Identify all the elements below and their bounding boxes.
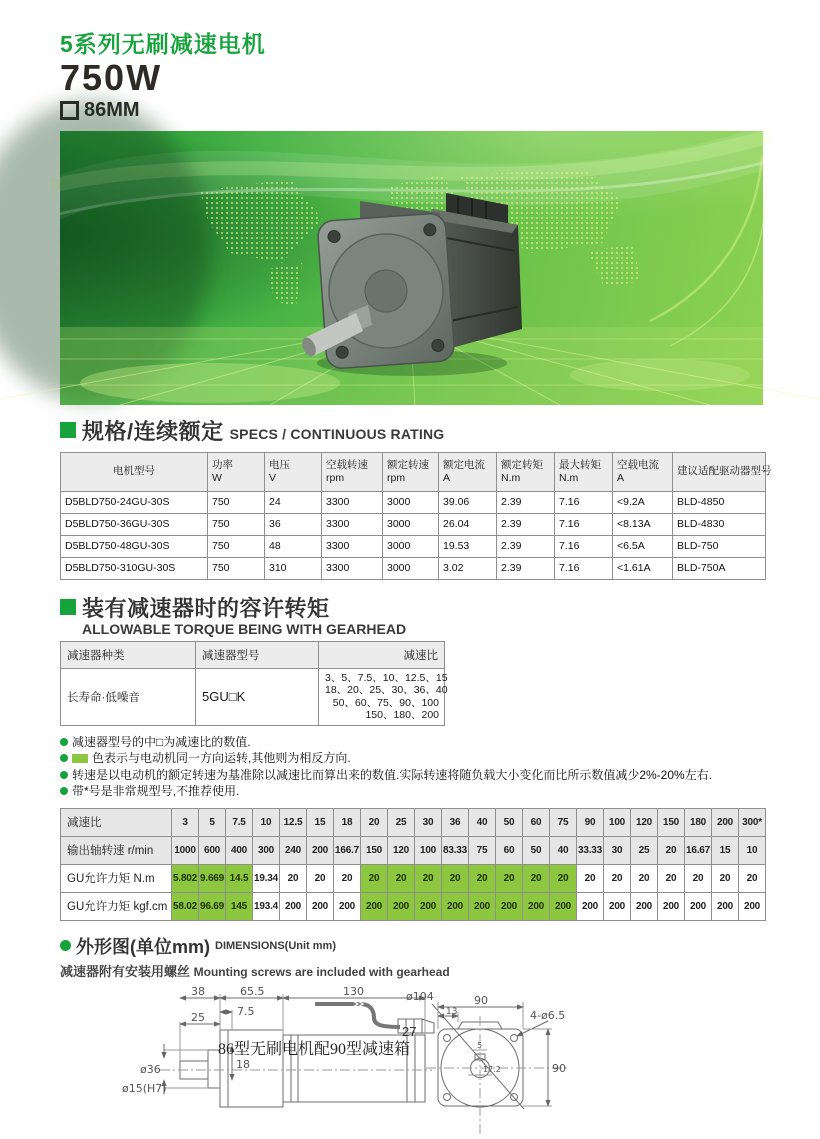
ratio-cell: 200 — [631, 892, 658, 920]
specs-col-header: 电机型号 — [61, 452, 208, 491]
specs-cell: 24 — [265, 491, 322, 513]
ratio-cell: 200 — [685, 892, 712, 920]
specs-cell: 3300 — [322, 535, 383, 557]
ratio-cell: 20 — [307, 864, 334, 892]
page-header — [60, 0, 765, 122]
ratio-cell: 25 — [388, 808, 415, 836]
ratio-cell: 58.02 — [172, 892, 199, 920]
specs-title-en: SPECS / CONTINUOUS RATING — [229, 425, 445, 442]
ratio-table — [60, 808, 766, 921]
dim-25: 25 — [191, 1010, 205, 1024]
ratio-cell: 120 — [631, 808, 658, 836]
specs-row — [61, 491, 766, 513]
specs-cell: 750 — [208, 557, 265, 579]
specs-cell: 3000 — [383, 535, 439, 557]
note-text: 减速器型号的中□为减速比的数值. — [72, 734, 251, 749]
ratio-row-label: 减速比 — [61, 808, 172, 836]
dim-130: 130 — [343, 984, 364, 998]
specs-cell: 2.39 — [497, 513, 555, 535]
specs-col-header: 额定转矩 N.m — [497, 452, 555, 491]
product-banner — [60, 131, 763, 405]
ratio-cell: 33.33 — [577, 836, 604, 864]
ratio-cell: 40 — [469, 808, 496, 836]
ratio-cell: 25 — [631, 836, 658, 864]
ratio-cell: 145 — [226, 892, 253, 920]
ratio-cell: 240 — [280, 836, 307, 864]
gearhead-col-header: 减速器型号 — [196, 641, 319, 668]
green-square-icon — [60, 599, 76, 615]
ratio-cell: 100 — [415, 836, 442, 864]
ratio-cell: 20 — [685, 864, 712, 892]
ratio-cell: 200 — [361, 892, 388, 920]
specs-cell: 19.53 — [439, 535, 497, 557]
ratio-cell: 200 — [496, 892, 523, 920]
specs-col-header: 最大转矩 N.m — [555, 452, 613, 491]
ratio-cell: 9.669 — [199, 864, 226, 892]
ratio-cell: 20 — [550, 864, 577, 892]
specs-cell: D5BLD750-24GU-30S — [61, 491, 208, 513]
ratio-row — [61, 808, 766, 836]
ratio-cell: 200 — [280, 892, 307, 920]
note-text: 色表示与电动机同一方向运转,其他则为相反方向. — [92, 751, 351, 766]
dim-38: 38 — [191, 984, 205, 998]
specs-cell: 3300 — [322, 557, 383, 579]
ratio-cell: 12.5 — [280, 808, 307, 836]
ratio-cell: 10 — [253, 808, 280, 836]
specs-cell: <6.5A — [613, 535, 673, 557]
ratio-cell: 20 — [361, 864, 388, 892]
specs-cell: 7.16 — [555, 491, 613, 513]
ratio-cell: 20 — [577, 864, 604, 892]
ratio-cell: 30 — [604, 836, 631, 864]
ratio-row-label: 输出轴转速 r/min — [61, 836, 172, 864]
ratio-cell: 60 — [523, 808, 550, 836]
banner-graphic — [60, 131, 763, 405]
dim-13: 13 — [446, 1006, 458, 1017]
dim-shaft: ø15(H7) — [122, 1081, 167, 1095]
specs-cell: 3000 — [383, 491, 439, 513]
specs-cell: 7.16 — [555, 513, 613, 535]
ratio-cell: 200 — [388, 892, 415, 920]
ratio-row — [61, 864, 766, 892]
dim-shaft-key: 17.2 — [483, 1064, 501, 1074]
gearhead-table — [60, 641, 448, 726]
ratio-cell: 200 — [523, 892, 550, 920]
note-item — [60, 734, 765, 751]
specs-cell: D5BLD750-48GU-30S — [61, 535, 208, 557]
ratio-cell: 200 — [577, 892, 604, 920]
ratio-cell: 200 — [442, 892, 469, 920]
ratio-cell: 30 — [415, 808, 442, 836]
ratio-cell: 200 — [550, 892, 577, 920]
specs-cell: <1.61A — [613, 557, 673, 579]
ratio-cell: 5 — [199, 808, 226, 836]
ratio-cell: 20 — [523, 864, 550, 892]
ratio-cell: 20 — [442, 864, 469, 892]
specs-cell: 7.16 — [555, 535, 613, 557]
note-text: 带*号是非常规型号,不推荐使用. — [72, 784, 240, 799]
bullet-icon — [60, 771, 68, 779]
specs-cell: 2.39 — [497, 557, 555, 579]
ratio-cell: 50 — [496, 808, 523, 836]
dim-dia36: ø36 — [140, 1062, 161, 1076]
ratio-cell: 96.69 — [199, 892, 226, 920]
ratio-cell: 20 — [712, 864, 739, 892]
ratio-cell: 200 — [739, 892, 766, 920]
ratio-cell: 200 — [307, 836, 334, 864]
specs-col-header: 额定电流 A — [439, 452, 497, 491]
ratio-cell: 40 — [550, 836, 577, 864]
ratio-cell: 20 — [361, 808, 388, 836]
ratio-cell: 20 — [658, 836, 685, 864]
ratio-cell: 400 — [226, 836, 253, 864]
ratio-cell: 15 — [307, 808, 334, 836]
specs-cell: 39.06 — [439, 491, 497, 513]
ratio-cell: 75 — [550, 808, 577, 836]
ratio-cell: 60 — [496, 836, 523, 864]
gearhead-col-header: 减速器种类 — [61, 641, 196, 668]
ratio-cell: 3 — [172, 808, 199, 836]
ratio-cell: 18 — [334, 808, 361, 836]
specs-cell: 3300 — [322, 513, 383, 535]
dimensions-title-en: DIMENSIONS(Unit mm) — [215, 939, 336, 952]
ratio-cell: 83.33 — [442, 836, 469, 864]
specs-cell: 36 — [265, 513, 322, 535]
mounting-note — [60, 961, 765, 980]
specs-col-header: 额定转速 rpm — [383, 452, 439, 491]
gearhead-row — [61, 668, 445, 725]
frame-size-label: 86MM — [84, 98, 140, 121]
specs-row — [61, 535, 766, 557]
dimensions-section-title — [60, 933, 765, 959]
dim-90-height: 90 — [552, 1061, 566, 1075]
specs-cell: 750 — [208, 513, 265, 535]
ratio-cell: 200 — [604, 892, 631, 920]
specs-cell: 2.39 — [497, 491, 555, 513]
frame-size-line — [60, 99, 765, 122]
dim-holes: 4-ø6.5 — [530, 1008, 566, 1022]
ratio-row — [61, 836, 766, 864]
ratio-cell: 36 — [442, 808, 469, 836]
specs-cell: 750 — [208, 491, 265, 513]
ratio-cell: 20 — [496, 864, 523, 892]
specs-table — [60, 452, 772, 580]
page-footer — [0, 1022, 820, 1062]
footer-caption: 86型无刷电机配90型减速箱 — [218, 1041, 411, 1058]
specs-row — [61, 557, 766, 579]
specs-title-cn: 规格/连续额定 — [82, 418, 224, 444]
specs-cell: 3300 — [322, 491, 383, 513]
note-item — [60, 783, 765, 800]
ratio-cell: 16.67 — [685, 836, 712, 864]
specs-cell: BLD-750A — [673, 557, 766, 579]
gearhead-title-en: ALLOWABLE TORQUE BEING WITH GEARHEAD — [82, 620, 407, 637]
ratio-cell: 20 — [415, 864, 442, 892]
ratio-row-label: GU允许力矩 kgf.cm — [61, 892, 172, 920]
specs-col-header: 空载转速 rpm — [322, 452, 383, 491]
page-number: 27 — [402, 1024, 417, 1039]
specs-cell: 2.39 — [497, 535, 555, 557]
ratio-cell: 150 — [658, 808, 685, 836]
notes-list — [60, 734, 765, 800]
specs-cell: 26.04 — [439, 513, 497, 535]
specs-cell: 750 — [208, 535, 265, 557]
ratio-cell: 1000 — [172, 836, 199, 864]
ratio-cell: 200 — [469, 892, 496, 920]
ratio-cell: 75 — [469, 836, 496, 864]
mounting-note-cn: 减速器附有安装用螺丝 — [60, 963, 191, 979]
ratio-cell: 600 — [199, 836, 226, 864]
ratio-cell: 150 — [361, 836, 388, 864]
ratio-cell: 19.34 — [253, 864, 280, 892]
dim-65-5: 65.5 — [240, 984, 265, 998]
ratio-cell: 15 — [712, 836, 739, 864]
ratio-cell: 20 — [631, 864, 658, 892]
specs-cell: D5BLD750-310GU-30S — [61, 557, 208, 579]
ratio-cell: 200 — [658, 892, 685, 920]
specs-cell: <9.2A — [613, 491, 673, 513]
ratio-cell: 180 — [685, 808, 712, 836]
gearhead-ratios: 3、5、7.5、10、12.5、15 18、20、25、30、36、40 50、60、75、90、100 150、180、200 — [319, 668, 445, 725]
note-item — [60, 767, 765, 784]
ratio-cell: 20 — [604, 864, 631, 892]
specs-cell: BLD-4830 — [673, 513, 766, 535]
ratio-cell: 20 — [658, 864, 685, 892]
ratio-cell: 20 — [334, 864, 361, 892]
specs-cell: <8.13A — [613, 513, 673, 535]
ratio-cell: 7.5 — [226, 808, 253, 836]
specs-cell: 310 — [265, 557, 322, 579]
gearhead-type: 长寿命·低噪音 — [61, 668, 196, 725]
ratio-cell: 200 — [712, 808, 739, 836]
specs-section-title — [60, 415, 765, 446]
gearhead-section-title — [60, 592, 765, 623]
ratio-cell: 200 — [712, 892, 739, 920]
ratio-cell: 20 — [469, 864, 496, 892]
ratio-cell: 14.5 — [226, 864, 253, 892]
dim-18: 18 — [236, 1057, 250, 1071]
ratio-cell: 90 — [577, 808, 604, 836]
gearhead-title-cn: 装有减速器时的容许转矩 — [82, 595, 330, 621]
specs-col-header: 空载电流 A — [613, 452, 673, 491]
series-title: 5系列无刷减速电机 — [60, 31, 266, 57]
ratio-cell: 300 — [253, 836, 280, 864]
ratio-cell: 20 — [388, 864, 415, 892]
ratio-cell: 166.7 — [334, 836, 361, 864]
specs-col-header: 电压 V — [265, 452, 322, 491]
specs-cell: 7.16 — [555, 557, 613, 579]
ratio-row-label: GU允许力矩 N.m — [61, 864, 172, 892]
specs-row — [61, 513, 766, 535]
green-dot-icon — [60, 940, 71, 951]
green-swatch-icon — [72, 754, 88, 763]
specs-cell: 3000 — [383, 513, 439, 535]
green-square-icon — [60, 422, 76, 438]
ratio-cell: 20 — [739, 864, 766, 892]
ratio-cell: 200 — [415, 892, 442, 920]
specs-cell: 48 — [265, 535, 322, 557]
ratio-cell: 200 — [334, 892, 361, 920]
bullet-icon — [60, 738, 68, 746]
note-item — [60, 750, 765, 767]
bullet-icon — [60, 754, 68, 762]
bullet-icon — [60, 787, 68, 795]
specs-col-header: 建议适配驱动器型号 — [673, 452, 766, 491]
power-title: 750W — [60, 57, 163, 98]
ratio-cell: 5.802 — [172, 864, 199, 892]
dim-7-5: 7.5 — [237, 1004, 255, 1018]
ratio-cell: 20 — [280, 864, 307, 892]
ratio-cell: 193.4 — [253, 892, 280, 920]
dim-dia104: ø104 — [406, 989, 434, 1003]
dim-90-width: 90 — [474, 993, 488, 1007]
gearhead-col-header: 减速比 — [319, 641, 445, 668]
specs-cell: D5BLD750-36GU-30S — [61, 513, 208, 535]
specs-cell: 3.02 — [439, 557, 497, 579]
ratio-row — [61, 892, 766, 920]
ratio-cell: 120 — [388, 836, 415, 864]
specs-col-header: 功率 W — [208, 452, 265, 491]
dimensions-title-cn: 外形图(单位mm) — [76, 936, 210, 957]
ratio-cell: 10 — [739, 836, 766, 864]
mounting-note-en: Mounting screws are included with gearhead — [193, 964, 450, 979]
ratio-cell: 200 — [307, 892, 334, 920]
gearhead-model: 5GU□K — [196, 668, 319, 725]
specs-cell: BLD-750 — [673, 535, 766, 557]
note-text: 转速是以电动机的额定转速为基准除以减速比而算出来的数值.实际转速将随负载大小变化而比所示数值减少2%-20%左右. — [72, 767, 713, 782]
dim-key-width: 5 — [477, 1040, 483, 1050]
ratio-cell: 50 — [523, 836, 550, 864]
ratio-cell: 100 — [604, 808, 631, 836]
specs-cell: BLD-4850 — [673, 491, 766, 513]
ratio-cell: 300* — [739, 808, 766, 836]
specs-cell: 3000 — [383, 557, 439, 579]
